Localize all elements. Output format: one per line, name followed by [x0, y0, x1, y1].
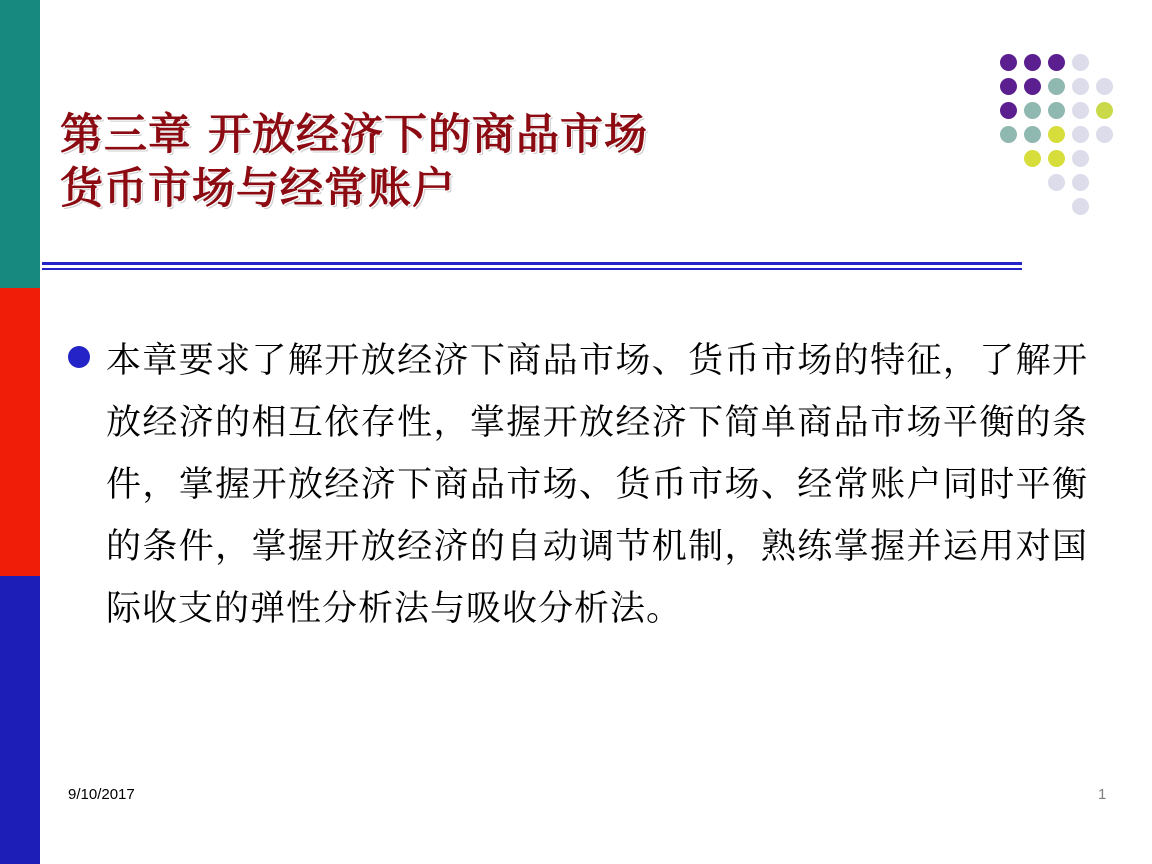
decoration-dot	[1024, 126, 1041, 143]
decoration-dot	[1048, 54, 1065, 71]
decoration-dot	[1024, 78, 1041, 95]
decoration-dot	[1072, 54, 1089, 71]
decoration-dot	[1024, 150, 1041, 167]
decoration-dot	[1048, 150, 1065, 167]
decoration-dot	[1000, 78, 1017, 95]
decoration-dot	[1096, 102, 1113, 119]
decoration-dot	[1024, 102, 1041, 119]
decoration-dot	[1048, 126, 1065, 143]
body-paragraph: 本章要求了解开放经济下商品市场、货币市场的特征，了解开放经济的相互依存性，掌握开放经济下简单商品市场平衡的条件，掌握开放经济下商品市场、货币市场、经常账户同时平衡的条件，掌握开放经济的自动调节机制，熟练掌握并运用对国际收支的弹性分析法与吸收分析法。	[106, 341, 1088, 629]
footer-page-number: 1	[1098, 786, 1107, 803]
divider-rule-upper	[42, 262, 1022, 265]
slide-title-line-1: 第三章 开放经济下的商品市场	[60, 110, 648, 160]
decoration-dot	[1000, 126, 1017, 143]
decoration-dot	[1072, 126, 1089, 143]
left-accent-bar-teal	[0, 0, 40, 288]
left-accent-bar-blue	[0, 576, 40, 864]
slide-body	[68, 330, 1088, 640]
left-accent-bar-red	[0, 288, 40, 576]
footer-date: 9/10/2017	[68, 786, 135, 803]
decoration-dot	[1096, 78, 1113, 95]
decoration-dot	[1072, 174, 1089, 191]
decoration-dot	[1000, 54, 1017, 71]
bullet-marker-icon	[68, 346, 90, 368]
slide-title	[60, 108, 960, 216]
decoration-dot	[1072, 198, 1089, 215]
decoration-dot	[1024, 54, 1041, 71]
slide-title-line-2: 货币市场与经常账户	[60, 164, 456, 214]
divider-rule-lower	[42, 268, 1022, 270]
decoration-dot	[1072, 150, 1089, 167]
title-divider	[42, 262, 1022, 270]
decoration-dot	[1072, 78, 1089, 95]
decoration-dot	[1000, 102, 1017, 119]
decoration-dot	[1048, 102, 1065, 119]
decoration-dot	[1048, 78, 1065, 95]
decoration-dot	[1048, 174, 1065, 191]
decoration-dot	[1072, 102, 1089, 119]
dot-grid-decoration	[1000, 54, 1140, 254]
decoration-dot	[1096, 126, 1113, 143]
